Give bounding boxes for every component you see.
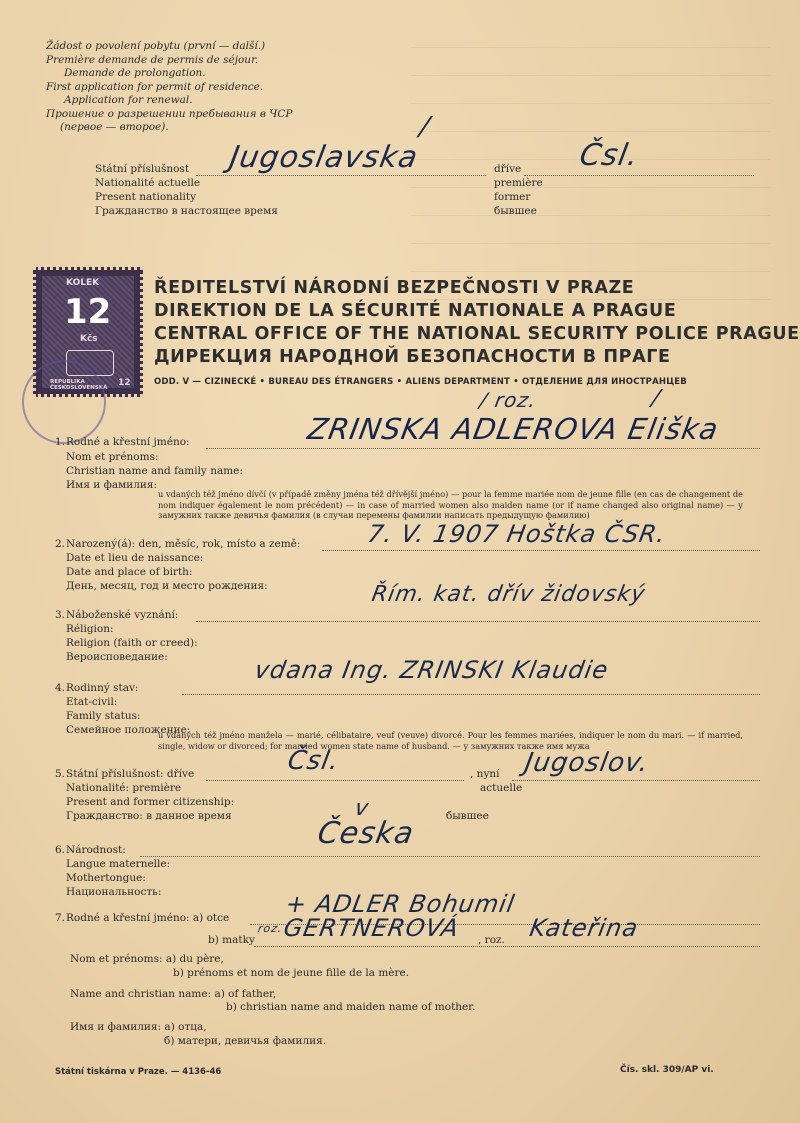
field5-former-value: Čsl. [285, 746, 342, 776]
field4-value: vdana Ing. ZRINSKI Klaudie [252, 656, 611, 684]
field5-former-ru: бывшее [446, 810, 489, 822]
field7-num: 7. [55, 912, 66, 924]
field1-label-en: Christian name and family name: [66, 465, 243, 477]
office-cz: ŘEDITELSTVÍ NÁRODNÍ BEZPEČNOSTI V PRAZE [154, 278, 635, 298]
postmark-stamp [22, 360, 106, 444]
mother-separator: , roz. [478, 934, 505, 946]
former-nationality-value: Čsl. [576, 138, 642, 173]
field7-ru-b: б) матери, девичья фамилия. [164, 1035, 327, 1047]
field6-label-en: Mothertongue: [66, 872, 146, 884]
field5-label-cz: Státní příslušnost: dříve [66, 768, 195, 780]
field6-value: Česka [314, 816, 417, 851]
field5-now-value: Jugoslov. [522, 748, 652, 778]
field6-label-ru: Национальность: [66, 886, 162, 898]
field2-num: 2. [55, 538, 66, 550]
nationality-label-ru: Гражданство в настоящее время [95, 205, 278, 217]
revenue-stamp: KOLEK 12 Kčs REPUBLIKA ČESKOSLOVENSKÁ 12 [33, 267, 143, 397]
field2-label-en: Date and place of birth: [66, 566, 193, 578]
mother-prefix: roz. [256, 922, 284, 935]
former-label-ru: бывшее [494, 205, 537, 217]
nationality-value: Jugoslavska [226, 140, 421, 175]
field3-label-fr: Réligion: [66, 623, 114, 635]
office-fr: DIREKTION DE LA SÉCURITÉ NATIONALE A PRAGUE [154, 301, 677, 321]
field1-label-fr: Nom et prénoms: [66, 451, 159, 463]
request-en2: Application for renewal. [64, 94, 193, 106]
nationality-label-fr: Nationalité actuelle [95, 177, 201, 189]
field5-now-label-fr: actuelle [480, 782, 523, 794]
field4-label-fr: Etat-civil: [66, 696, 118, 708]
field1-label-ru: Имя и фамилия: [66, 479, 158, 491]
mother-name-value: GERTNEROVÁ [281, 914, 462, 942]
field1-annotation-2: / [649, 386, 663, 411]
field6-label-cz: Národnost: [66, 844, 126, 856]
form-number: Čís. skl. 309/AP vi. [620, 1065, 714, 1075]
field2-value: 7. V. 1907 Hoštka ČSR. [365, 520, 669, 548]
office-ru: ДИРЕКЦИЯ НАРОДНОЙ БЕЗОПАСНОСТИ В ПРАГЕ [154, 347, 671, 367]
former-label-en: former [494, 191, 531, 203]
field6-num: 6. [55, 844, 66, 856]
former-label-cz: dříve [494, 163, 522, 175]
former-label-fr: première [494, 177, 543, 189]
field1-annotation: / roz. [477, 388, 539, 412]
field5-label-en: Present and former citizenship: [66, 796, 235, 808]
printer-footer: Státní tiskárna v Praze. — 4136-46 [55, 1067, 222, 1077]
field3-label-ru: Вероисповедание: [66, 651, 168, 663]
request-fr2: Demande de prolongation. [64, 67, 206, 79]
request-cz: Žádost o povolení pobytu (první — další.) [46, 40, 266, 52]
mother-first-name-value: Kateřina [527, 914, 641, 942]
field2-label-cz: Narozený(á): den, měsíc, rok, místo a země: [66, 538, 301, 550]
field1-num: 1. [55, 436, 66, 448]
field4-num: 4. [55, 682, 66, 694]
field4-label-ru: Семейное положение: [66, 724, 191, 736]
nationality-label-cz: Státní příslušnost [95, 163, 190, 175]
field4-label-cz: Rodinný stav: [66, 682, 139, 694]
field5-label-ru: Гражданство: в данное время [66, 810, 232, 822]
father-name-value: + ADLER Bohumil [283, 890, 518, 918]
field7-en-b: b) christian name and maiden name of mother. [226, 1001, 476, 1013]
request-ru1: Прошение о разрешении пребывания в ЧСР [46, 108, 293, 120]
nationality-top-mark: / [417, 112, 433, 142]
field3-label-en: Religion (faith or creed): [66, 637, 198, 649]
request-ru2: (первое — второе). [60, 121, 169, 133]
nationality-label-en: Present nationality [95, 191, 197, 203]
field1-label-cz: Rodné a křestní jméno: [66, 436, 190, 448]
request-en1: First application for permit of residence. [46, 81, 264, 93]
field4-note: u vdaných též jméno manžela — marié, célibataire, veuf (veuve) divorcé. Pour les femmes mariées, indiquer le nom du mari. — if married, single, widow or divorced; for married women state name of husband. — у замужних также имя мужа [158, 730, 743, 751]
field5-now-label-cz: , nyní [470, 768, 500, 780]
field7-label-b: b) matky [208, 934, 255, 946]
field1-value: ZRINSKA ADLEROVA Eliška [305, 412, 722, 446]
field5-num: 5. [55, 768, 66, 780]
field6-caron-mark: v [352, 796, 372, 821]
field4-label-en: Family status: [66, 710, 141, 722]
field2-label-ru: День, месяц, год и место рождения: [66, 580, 268, 592]
field7-fr-b: b) prénoms et nom de jeune fille de la mère. [173, 967, 410, 979]
field6-label-fr: Langue maternelle: [66, 858, 171, 870]
field7-ru-a: Имя и фамилия: а) отца, [70, 1021, 207, 1033]
field7-label-a: Rodné a křestní jméno: a) otce [66, 912, 230, 924]
field3-label-cz: Náboženské vyznání: [66, 609, 179, 621]
department-line: ODD. V — CIZINECKÉ • BUREAU DES ÉTRANGERS • ALIENS DEPARTMENT • ОТДЕЛЕНИЕ ДЛЯ ИНОСТРАНЦЕВ [154, 377, 687, 387]
field2-label-fr: Date et lieu de naissance: [66, 552, 204, 564]
request-fr1: Première demande de permis de séjour. [46, 54, 259, 66]
office-en: CENTRAL OFFICE OF THE NATIONAL SECURITY POLICE PRAGUE [154, 324, 800, 344]
field1-note: u vdaných též jméno dívčí (v případě změny jména též dřívější jméno) — pour la femme mariée nom de jeune fille (en cas de changement de nom indiquer également le nom précédent) — in case of married women also maiden name (or if name changed also original name) — у замужних также девичья фамилия (в случаи перемены фамилии написать предыдущую фамилию) [158, 489, 743, 520]
field3-value: Řím. kat. dřív židovský [369, 582, 648, 607]
field7-en-a: Name and christian name: a) of father, [70, 988, 277, 1000]
field5-label-fr: Nationalité: première [66, 782, 182, 794]
field7-fr-a: Nom et prénoms: a) du père, [70, 953, 224, 965]
stamp-value: 12 [64, 292, 112, 332]
field3-num: 3. [55, 609, 66, 621]
